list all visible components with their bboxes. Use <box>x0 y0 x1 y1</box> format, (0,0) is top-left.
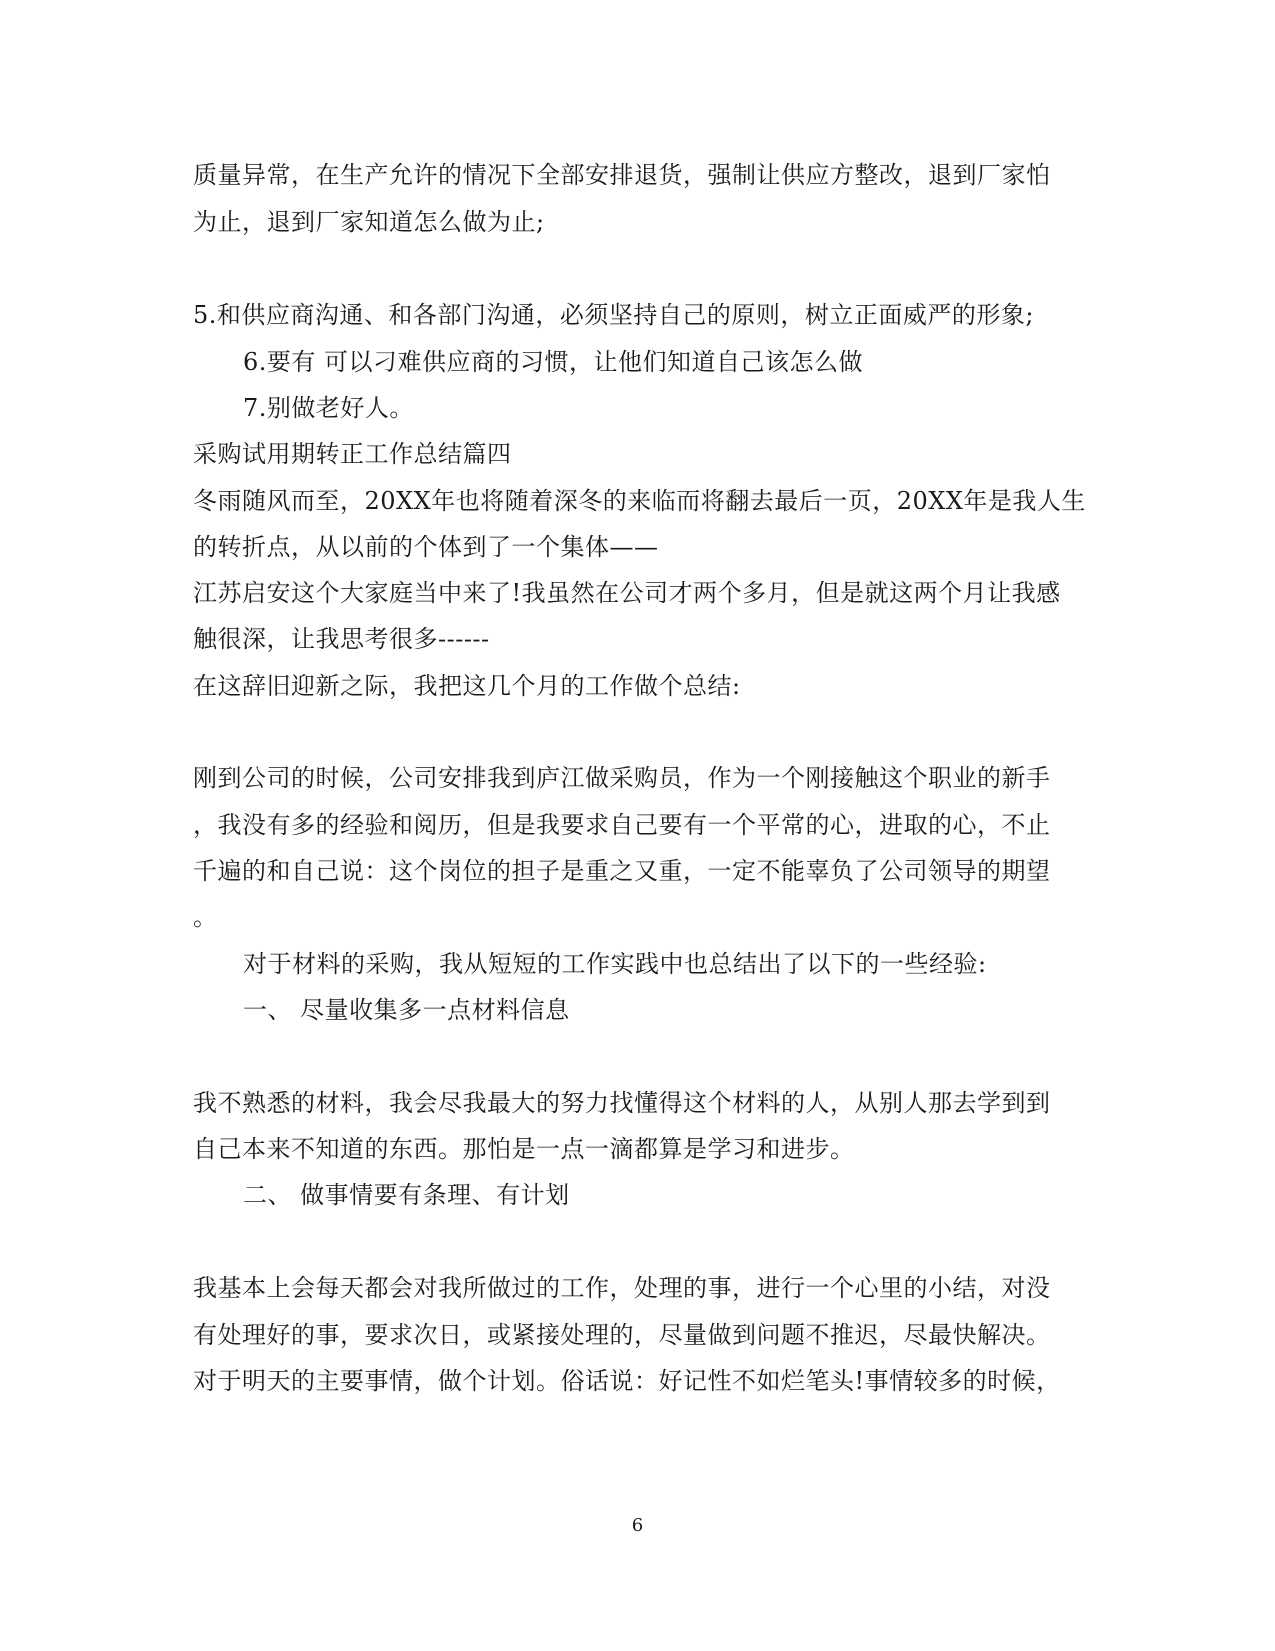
subsection-heading: 二、 做事情要有条理、有计划 <box>243 1181 570 1209</box>
text-line: 江苏启安这个大家庭当中来了!我虽然在公司才两个多月，但是就这两个月让我感 <box>193 579 1061 607</box>
list-item: 6.要有 可以刁难供应商的习惯，让他们知道自己该怎么做 <box>243 348 864 376</box>
text-line: ，我没有多的经验和阅历，但是我要求自己要有一个平常的心，进取的心，不止 <box>193 811 1051 839</box>
section-heading: 采购试用期转正工作总结篇四 <box>193 440 512 468</box>
text-line: 刚到公司的时候，公司安排我到庐江做采购员，作为一个刚接触这个职业的新手 <box>193 764 1051 792</box>
text-line: 。 <box>193 903 218 931</box>
text-line: 的转折点，从以前的个体到了一个集体—— <box>193 533 659 561</box>
text-line: 冬雨随风而至，20XX年也将随着深冬的来临而将翻去最后一页，20XX年是我人生 <box>193 487 1086 515</box>
text-line: 千遍的和自己说：这个岗位的担子是重之又重，一定不能辜负了公司领导的期望 <box>193 857 1051 885</box>
text-line: 有处理好的事，要求次日，或紧接处理的，尽量做到问题不推迟，尽最快解决。 <box>193 1321 1051 1349</box>
text-line: 触很深，让我思考很多------ <box>193 625 490 653</box>
text-line: 对于材料的采购，我从短短的工作实践中也总结出了以下的一些经验: <box>243 950 987 978</box>
text-line: 为止，退到厂家知道怎么做为止; <box>193 208 545 236</box>
list-item: 7.别做老好人。 <box>243 394 414 422</box>
list-item: 5.和供应商沟通、和各部门沟通，必须坚持自己的原则，树立正面威严的形象; <box>193 301 1034 329</box>
subsection-heading: 一、 尽量收集多一点材料信息 <box>243 996 570 1024</box>
page-number: 6 <box>631 1515 644 1536</box>
text-line: 在这辞旧迎新之际，我把这几个月的工作做个总结: <box>193 672 741 700</box>
text-line: 对于明天的主要事情，做个计划。俗话说：好记性不如烂笔头!事情较多的时候， <box>193 1367 1061 1395</box>
text-line: 我不熟悉的材料，我会尽我最大的努力找懂得这个材料的人，从别人那去学到到 <box>193 1089 1051 1117</box>
text-line: 质量异常，在生产允许的情况下全部安排退货，强制让供应方整改，退到厂家怕 <box>193 161 1051 189</box>
text-line: 自己本来不知道的东西。那怕是一点一滴都算是学习和进步。 <box>193 1135 855 1163</box>
text-line: 我基本上会每天都会对我所做过的工作，处理的事，进行一个心里的小结，对没 <box>193 1274 1051 1302</box>
